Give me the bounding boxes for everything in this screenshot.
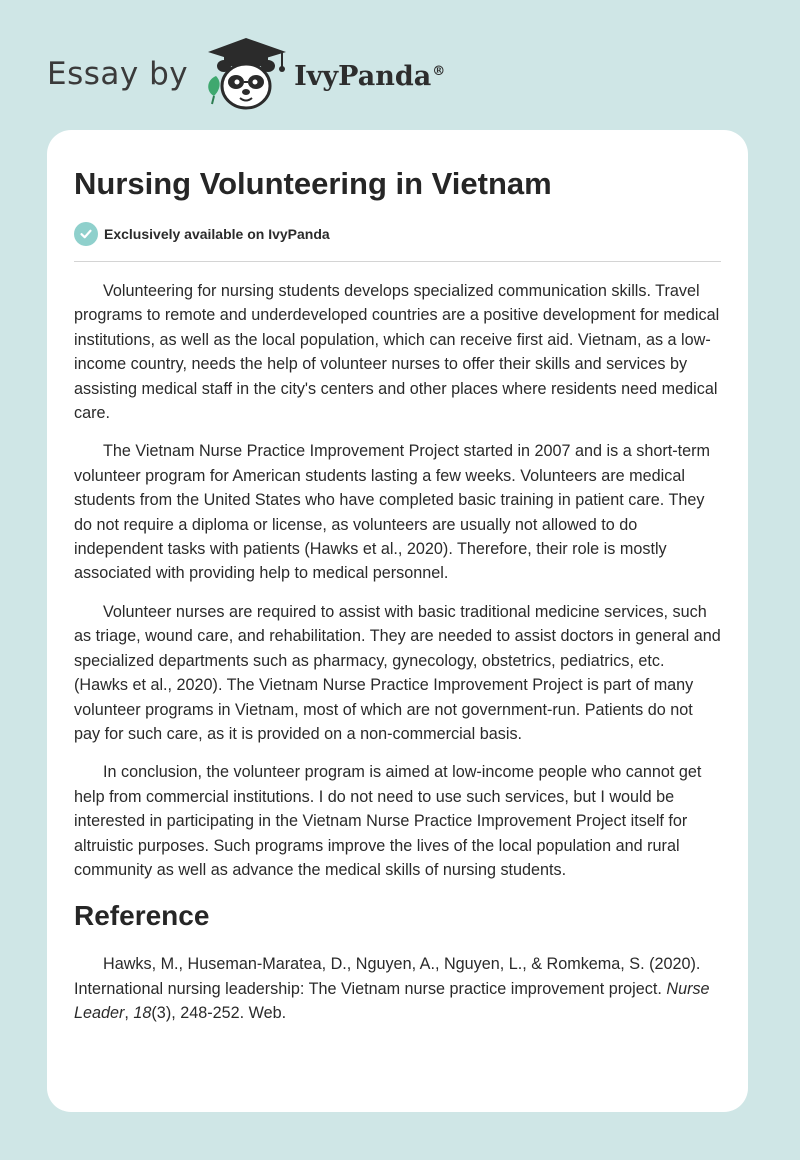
paragraph: The Vietnam Nurse Practice Improvement Project started in 2007 and is a short-term volunteer program for American students lasting a few weeks. Volunteers are medical students from the United States who have completed basic training in patient care. They do not require a diploma or license, as volunteers are usually not allowed to do independent tasks with patients (Hawks et al., 2020). Therefore, their role is mostly associated with providing help to medical personnel. <box>74 442 710 583</box>
paragraph: In conclusion, the volunteer program is aimed at low-income people who cannot get help from commercial institutions. I do not need to use such services, but I would be interested in participating in the Vietnam Nurse Practice Improvement Project itself for altruistic purposes. Such programs improve the lives of the local population and rural community as well as advance the medical skills of nursing students. <box>74 763 702 879</box>
essay-body <box>74 279 721 882</box>
divider <box>74 261 721 262</box>
reference-entry: Hawks, M., Huseman-Maratea, D., Nguyen, A., Nguyen, L., & Romkema, S. (2020). International nursing leadership: The Vietnam nurse practice improvement project. Nurse Leader, 18(3), 248-252. Web. <box>74 955 710 1023</box>
reference-heading: Reference <box>74 900 210 932</box>
paragraph: Volunteering for nursing students develops specialized communication skills. Travel programs to remote and underdeveloped countries are a positive development for medical institutions, as well as the local population, which can receive first aid. Vietnam, as a low-income country, needs the help of volunteer nurses to offer their skills and services by assisting medical staff in the city's centers and other places where residents need medical care. <box>74 282 720 423</box>
check-icon <box>74 222 98 246</box>
essay-card <box>47 130 748 1112</box>
brand-logo[interactable] <box>47 36 445 112</box>
journal-volume: 18 <box>133 1004 152 1023</box>
page-title: Nursing Volunteering in Vietnam <box>74 166 552 201</box>
panda-mascot-icon <box>202 36 290 112</box>
journal-name: Nurse Leader <box>74 979 710 1023</box>
exclusive-label: Exclusively available on IvyPanda <box>104 226 330 242</box>
paragraph: Volunteer nurses are required to assist with basic traditional medicine services, such as triage, wound care, and rehabilitation. They are needed to assist doctors in general and specialized departments such as pharmacy, gynecology, obstetrics, pediatrics, etc. (Hawks et al., 2020). The Vietnam Nurse Practice Improvement Project is part of many volunteer programs in Vietnam, most of which are not government-run. Patients do not pay for such care, as it is provided on a non-commercial basis. <box>74 602 721 743</box>
exclusive-badge <box>74 221 721 247</box>
brand-name: IvyPanda® <box>294 60 446 92</box>
brand-prefix: Essay by <box>47 56 189 92</box>
